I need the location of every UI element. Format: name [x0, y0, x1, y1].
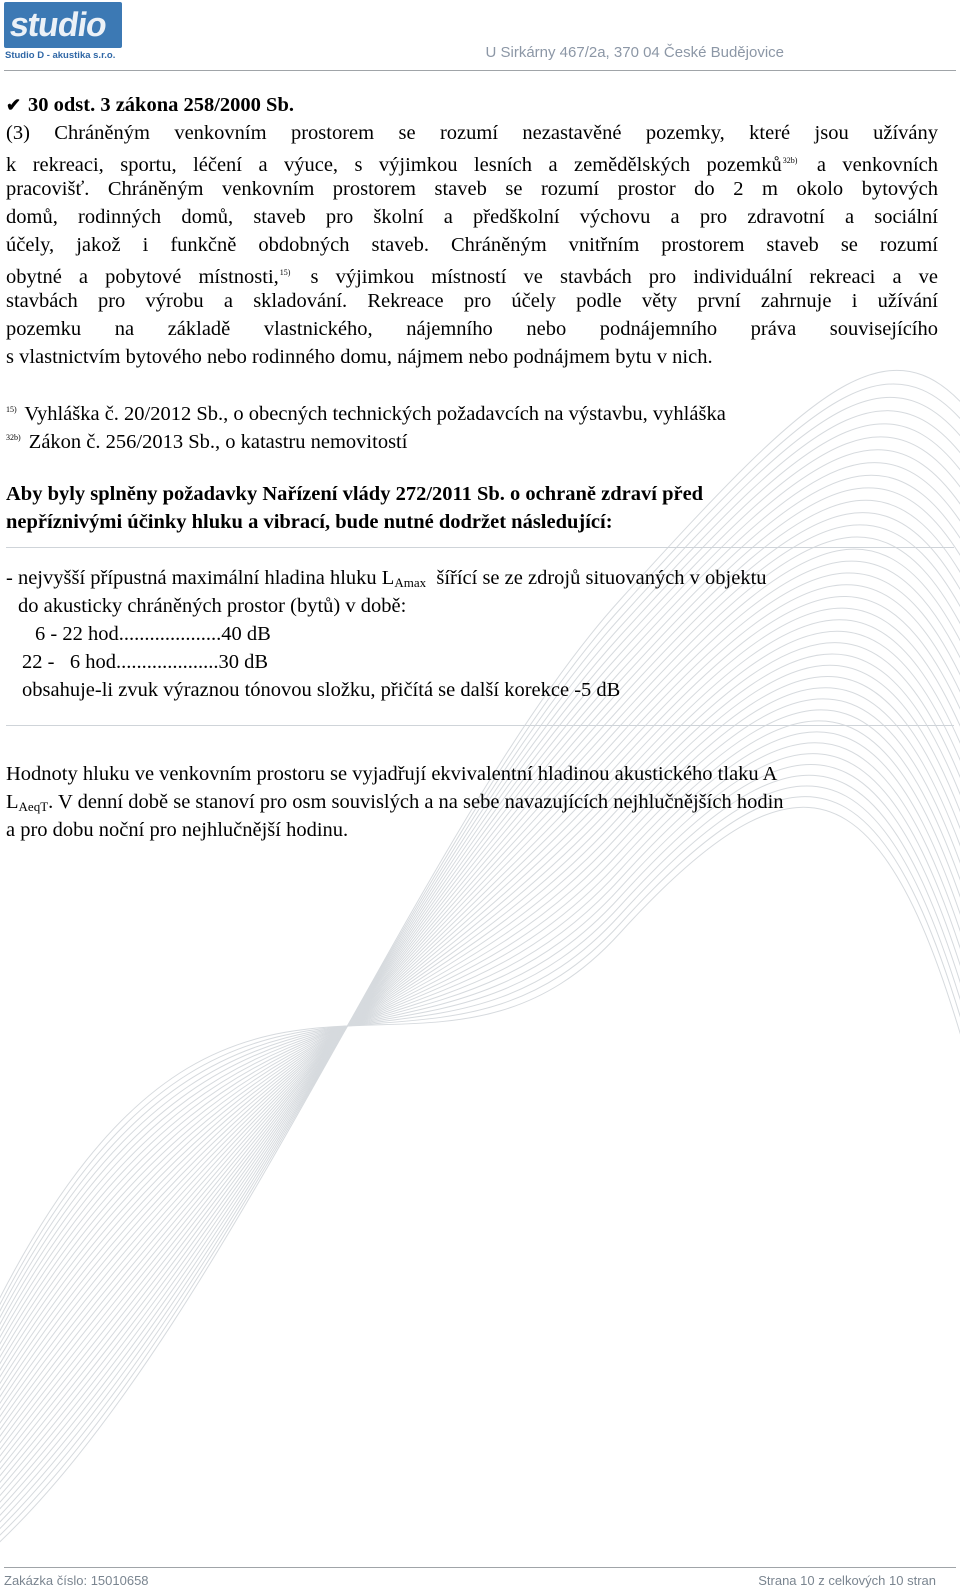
- footnote-mark: 32b): [6, 433, 21, 442]
- paragraph-line: stavbách pro výrobu a skladování. Rekreace pro účely podle věty první zahrnuje i užívání: [6, 290, 938, 312]
- footnote-32b: $^{32b)}$ Zákon č. 256/2013 Sb., o katastru nemovitostí: [6, 431, 408, 453]
- outdoor-line: $L_{AeqT}$. V denní době se stanoví pro osm souvislých a na sebe navazujících nejhlučnějších hodin: [6, 791, 784, 814]
- footnote-15: $^{15)}$ Vyhláška č. 20/2012 Sb., o obecných technických požadavcích na výstavbu, vyhláška: [6, 403, 726, 425]
- paragraph-line: (3) Chráněným venkovním prostorem se rozumí nezastavěné pozemky, které jsou užívány: [6, 122, 938, 144]
- checkmark-icon: ✔: [6, 95, 22, 115]
- section-divider: [6, 547, 954, 548]
- subscript: Amax: [394, 575, 427, 590]
- outdoor-line: Hodnoty hluku ve venkovním prostoru se vyjadřují ekvivalentní hladinou akustického tlaku A: [6, 763, 778, 785]
- section-divider: [6, 725, 954, 726]
- footnote-ref: 15): [279, 268, 291, 277]
- paragraph-line: pracovišť. Chráněným venkovním prostorem staveb se rozumí prostor do 2 m okolo bytových: [6, 178, 938, 200]
- page-number: Strana 10 z celkových 10 stran: [758, 1573, 936, 1588]
- requirements-heading-line: nepříznivými účinky hluku a vibrací, bude nutné dodržet následující:: [6, 511, 613, 533]
- requirements-heading-line: Aby byly splněny požadavky Nařízení vlády 272/2011 Sb. o ochraně zdraví před: [6, 483, 704, 505]
- outdoor-line: a pro dobu noční pro nejhlučnější hodinu.: [6, 819, 349, 841]
- limit-line: do akusticky chráněných prostor (bytů) v době:: [18, 595, 407, 617]
- paragraph-line: domů, rodinných domů, staveb pro školní a předškolní výchovu a pro zdravotní a sociální: [6, 206, 938, 228]
- limit-night: 22 - 6 hod....................30 dB: [22, 651, 268, 673]
- footnote-ref: 32b): [782, 156, 798, 165]
- limit-tonal-correction: obsahuje-li zvuk výraznou tónovou složku, přičítá se další korekce -5 dB: [22, 679, 621, 701]
- paragraph-line: pozemku na základě vlastnického, nájemního nebo podnájemního práva souvisejícího: [6, 318, 938, 340]
- company-address: U Sirkárny 467/2a, 370 04 České Budějovice: [485, 44, 784, 61]
- footer-divider: [4, 1567, 956, 1568]
- law-heading: ✔ 30 odst. 3 zákona 258/2000 Sb.: [6, 91, 294, 119]
- subscript: AeqT: [18, 799, 49, 814]
- order-number: Zakázka číslo: 15010658: [4, 1573, 149, 1588]
- paragraph-line: účely, jakož i funkčně obdobných staveb. Chráněným vnitřním prostorem staveb se rozumí: [6, 234, 938, 256]
- limit-line: - nejvyšší přípustná maximální hladina hluku $L_{Amax}$ šířící se ze zdrojů situovaných v objektu: [6, 567, 767, 590]
- logo-company-name: Studio D - akustika s.r.o.: [5, 50, 116, 61]
- logo-wordmark: studio: [7, 6, 109, 44]
- paragraph-line: s vlastnictvím bytového nebo rodinného domu, nájmem nebo podnájmem bytu v nich.: [6, 346, 713, 368]
- header-divider: [4, 70, 956, 71]
- limit-day: 6 - 22 hod....................40 dB: [35, 623, 271, 645]
- paragraph-line: obytné a pobytové místnosti,$^{15)}$ s výjimkou místností ve stavbách pro individuální rekreaci a ve: [6, 266, 938, 288]
- logo-badge: [4, 2, 122, 48]
- company-logo: [4, 2, 122, 62]
- footnote-mark: 15): [6, 405, 17, 414]
- paragraph-line: k rekreaci, sportu, léčení a výuce, s výjimkou lesních a zemědělských pozemků$^{32b)}$ a venkovních: [6, 154, 938, 176]
